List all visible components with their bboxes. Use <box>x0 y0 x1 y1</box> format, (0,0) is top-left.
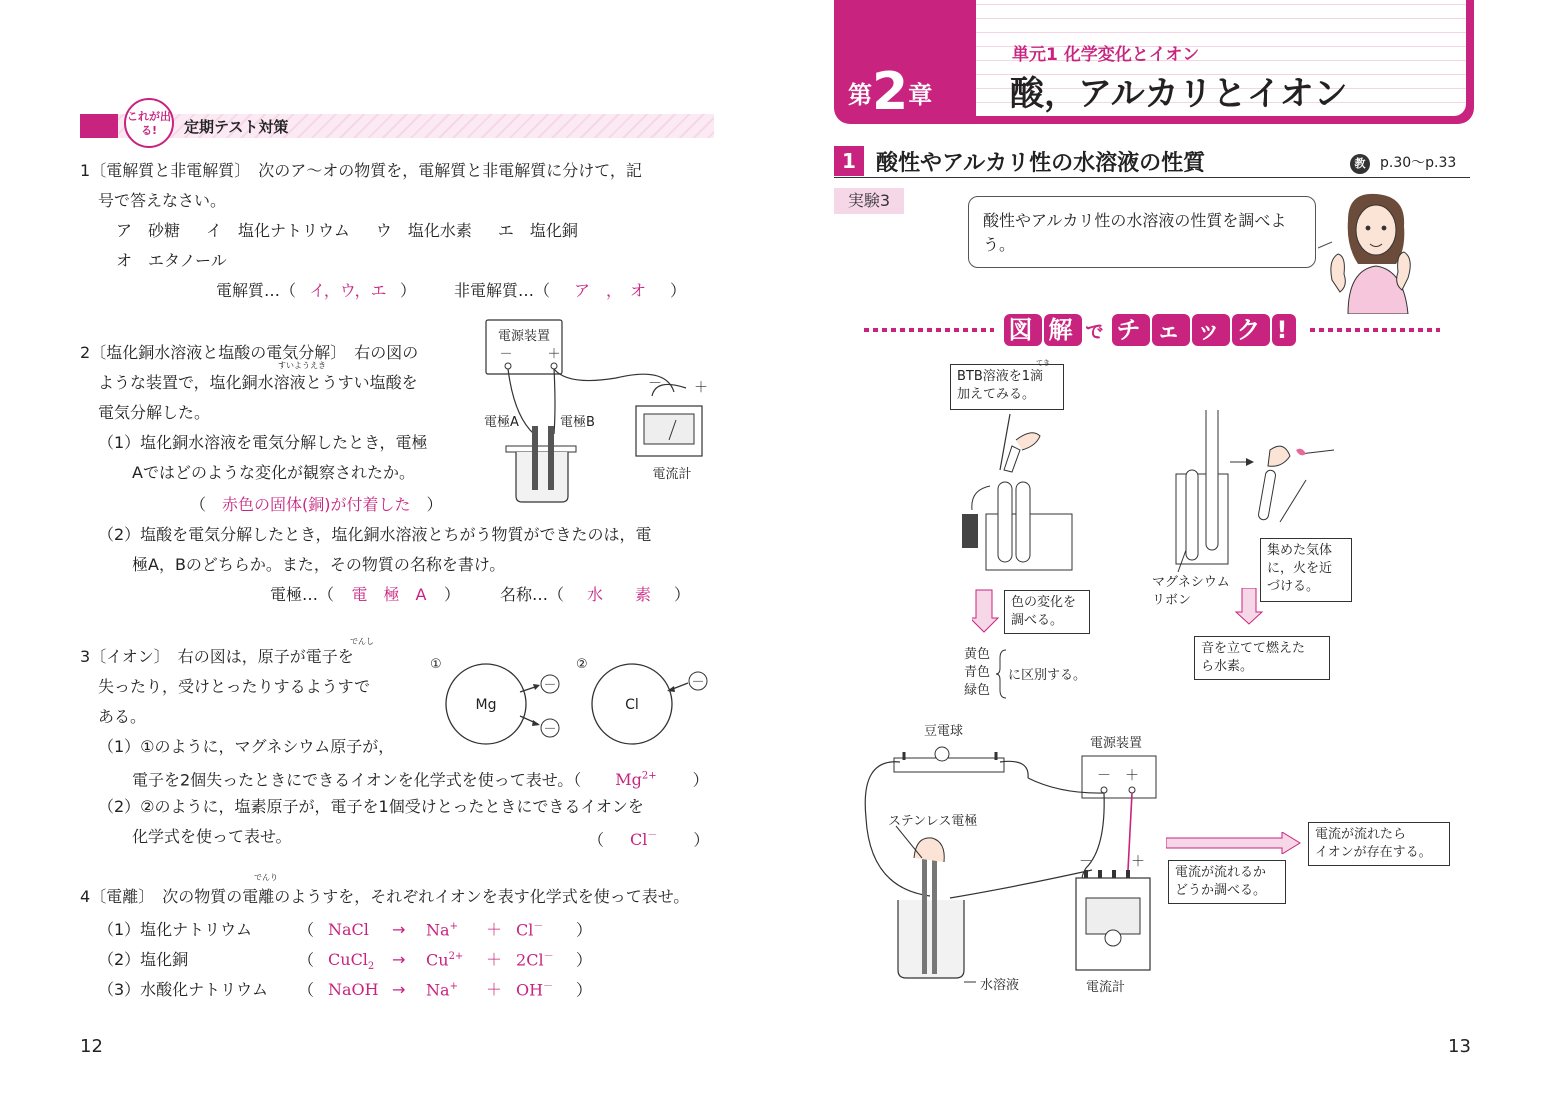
close-paren: ） <box>400 281 417 300</box>
bulb-label: 豆電球 <box>924 724 964 739</box>
teacher-illustration <box>1318 190 1428 314</box>
nonelectrolyte-label: 非電解質…（ <box>454 281 551 300</box>
rack-2 <box>1176 474 1228 564</box>
power-terminal-minus <box>1101 787 1107 793</box>
mg-charge: 2+ <box>641 771 657 782</box>
q3-number: 3 <box>80 647 91 666</box>
hand-electrode <box>914 838 944 862</box>
ion1: Cu <box>426 950 449 970</box>
terminal-minus <box>505 363 511 369</box>
power-plus: ＋ <box>1125 768 1139 784</box>
open-paren: （ <box>190 495 207 514</box>
q2-sub1-answer-line <box>190 490 443 520</box>
ion1-charge: 2+ <box>448 951 464 962</box>
close-paren: ） <box>692 770 709 790</box>
close-paren: ） <box>426 495 443 514</box>
cl-symbol: Cl <box>630 830 648 850</box>
gas-pointer <box>1280 480 1306 522</box>
q1-prompt-2: 号で答えなさい。 <box>98 191 227 210</box>
beaker-2 <box>898 900 964 978</box>
close-paren: ） <box>444 585 461 604</box>
test-section-title: 定期テスト対策 <box>184 118 289 136</box>
btb-note <box>950 364 1064 410</box>
bulb <box>935 747 949 761</box>
arrowhead-out-1 <box>533 684 540 690</box>
lhs-formula: NaOH <box>328 980 379 1000</box>
ammeter-2-knob <box>1105 930 1121 946</box>
textbook-icon: 教 <box>1350 154 1370 174</box>
mg-ribbon-label-2: リボン <box>1152 593 1192 608</box>
solution-label: 水溶液 <box>980 978 1020 993</box>
q3-sub2-1: （2）②のように，塩素原子が，電子を1個受けとったときにできるイオンを <box>98 797 644 816</box>
ion2-charge: － <box>543 981 554 992</box>
conductivity-figure <box>860 738 1160 988</box>
ion-result-1: 電流が流れたら <box>1315 827 1407 842</box>
ion-result-note <box>1308 822 1450 866</box>
q4-ruby: でんり <box>254 873 278 882</box>
q3-prompt-3: ある。 <box>98 707 147 726</box>
ion2: 2Cl <box>516 950 544 970</box>
chapter-suffix: 章 <box>908 81 933 109</box>
arrow: → <box>392 950 406 970</box>
bubble-tail <box>1318 242 1332 248</box>
close-paren: ） <box>576 980 593 1000</box>
q2-sub2-2: 極A，Bのどちらか。また，その物質の名称を書け。 <box>132 555 506 574</box>
q2-sub1-2: Aではどのような変化が観察されたか。 <box>132 463 415 482</box>
banner-char-4: チ <box>1112 314 1150 346</box>
textbook-pages: p.30～p.33 <box>1380 155 1457 171</box>
ammeter-2-terminals <box>1086 870 1128 878</box>
figure-label-2: ② <box>576 657 588 672</box>
q3-sub1-2-text: 電子を2個失ったときにできるイオンを化学式を使って表せ。（ <box>132 770 582 790</box>
ion-result-2: イオンが存在する。 <box>1315 845 1432 860</box>
test-tube-3 <box>1186 470 1198 560</box>
beaker <box>516 452 568 502</box>
q3-prompt-2: 失ったり，受けとったりするようすで <box>98 677 371 696</box>
banner-char-6: ッ <box>1192 314 1230 346</box>
q1-option-o: オ エタノール <box>116 251 227 270</box>
q3-sub1-answer <box>615 770 656 789</box>
banner-label <box>1002 310 1298 350</box>
ion1-charge: + <box>449 981 458 992</box>
chapter-digit: 2 <box>872 62 909 122</box>
q3-sub1-2 <box>132 762 709 795</box>
q4-item-3-ion1 <box>426 972 486 1005</box>
q1-number: 1 <box>80 161 91 180</box>
banner-char-8: ! <box>1272 314 1297 346</box>
ion2-charge: － <box>533 921 544 932</box>
chapter-number <box>848 62 932 122</box>
section-number: 1 <box>834 146 864 176</box>
close-paren: ） <box>670 281 687 300</box>
close-paren: ） <box>693 830 710 850</box>
steel-electrode-2 <box>932 858 937 974</box>
electrode-b-label: 電極B <box>560 415 595 430</box>
hydrogen-note-2: ら水素。 <box>1201 659 1254 674</box>
q4-item-1-label: （1）塩化ナトリウム <box>98 920 253 940</box>
q4-item-3 <box>98 972 592 1005</box>
section-heading <box>834 144 1470 178</box>
close-paren: ） <box>576 920 593 940</box>
electrolysis-figure <box>476 316 716 506</box>
lhs-subscript: 2 <box>367 961 375 973</box>
q2-tag: 〔塩化銅水溶液と塩酸の電気分解〕 <box>90 343 339 362</box>
gas-note-3: づける。 <box>1267 579 1320 594</box>
textbook-reference <box>1350 152 1456 174</box>
q4-item-3-ion2 <box>516 972 576 1005</box>
conclusion-arrow-shape <box>1166 832 1300 854</box>
q3-sub2-answer-line <box>588 822 709 855</box>
ion2-charge: － <box>543 951 554 962</box>
badge-kore-ga-deru: これが出る! <box>124 98 174 148</box>
move-arrowhead <box>1246 458 1254 466</box>
current-check-2: どうか調べる。 <box>1175 883 1267 898</box>
ammeter-minus-label: － <box>648 376 662 392</box>
left-eye <box>1366 226 1371 231</box>
power-terminal-plus <box>1129 787 1135 793</box>
color-green: 緑色 <box>964 683 991 698</box>
open-paren: （ <box>298 950 315 970</box>
q1-option-i: イ 塩化ナトリウム <box>206 221 350 240</box>
name-answer: 水 素 <box>587 585 652 604</box>
bulb-board <box>894 758 1004 772</box>
arrow: → <box>392 920 406 940</box>
q1-tag: 〔電解質と非電解質〕 <box>90 161 243 180</box>
banner-char-7: ク <box>1232 314 1270 346</box>
minus-terminal-label: － <box>499 347 513 362</box>
ion2: OH <box>516 980 544 1000</box>
ammeter-label: 電流計 <box>652 467 692 482</box>
electrode-b <box>548 426 554 490</box>
steel-electrode-1 <box>922 858 927 974</box>
experiment-label: 実験3 <box>834 188 904 214</box>
q2-prompt-2: ような装置で，塩化銅水溶液とうすい塩酸を <box>98 373 418 392</box>
power-supply-2 <box>1082 756 1156 798</box>
q4-item-1-ion1 <box>426 912 486 945</box>
q2-sub1-1: （1）塩化銅水溶液を電気分解したとき，電極 <box>98 433 428 452</box>
electrode-label: 電極…（ <box>270 585 335 604</box>
zukai-de-check-banner <box>864 310 1440 350</box>
q3-sub1-1: （1）①のように，マグネシウム原子が， <box>98 737 395 756</box>
q3-line1 <box>80 642 354 672</box>
ammeter-2-dial <box>1086 898 1140 934</box>
q2-prompt-1: 右の図の <box>354 343 419 362</box>
hand-flame <box>1268 446 1290 466</box>
inverted-tube <box>1258 470 1277 521</box>
electrolyte-label: 電解質…（ <box>216 281 297 300</box>
figure-label-1: ① <box>430 657 442 672</box>
gas-note-2: に，火を近 <box>1267 561 1333 576</box>
q1-prompt: 次のア～オの物質を，電解質と非電解質に分けて，記 <box>258 161 642 180</box>
ion1: Na <box>426 980 450 1000</box>
header-block <box>80 114 118 138</box>
color-brace <box>996 648 1008 700</box>
power-minus: － <box>1097 768 1111 784</box>
q4-item-2-ion2 <box>516 942 576 975</box>
dropper-arrow <box>972 486 990 510</box>
open-paren: （ <box>588 830 605 850</box>
cl-atom-label: Cl <box>625 697 639 713</box>
ion-figure <box>424 650 724 754</box>
chapter-title: 酸，アルカリとイオン <box>1010 74 1348 114</box>
banner-dots-right <box>1310 328 1440 332</box>
q1-line1 <box>80 156 642 186</box>
right-hand <box>1397 252 1411 290</box>
btb-note-1: BTB溶液を1滴 <box>957 369 1044 384</box>
terminal-plus <box>551 363 557 369</box>
hand-dropper <box>1016 433 1040 450</box>
q2-sub2-answer-line <box>270 580 690 610</box>
left-hand <box>1331 254 1345 292</box>
section-title: 酸性やアルカリ性の水溶液の性質 <box>876 151 1206 176</box>
down-arrow-2 <box>1236 588 1262 624</box>
plus-sign: ＋ <box>486 950 503 970</box>
wire-electrode-meter <box>950 870 1092 898</box>
color-change-note <box>1004 590 1090 634</box>
arrowhead-out-2 <box>532 720 540 726</box>
q4-item-2-label: （2）塩化銅 <box>98 950 189 970</box>
q3-sub2-answer <box>630 830 657 849</box>
q4-tag: 〔電離〕 <box>90 887 147 906</box>
q1-options-1 <box>116 216 578 246</box>
q4-item-2-ion1 <box>426 942 486 975</box>
color-change-1: 色の変化を <box>1011 595 1077 610</box>
ion1: Na <box>426 920 450 940</box>
q4-item-1-lhs <box>328 915 392 945</box>
flame <box>1296 449 1306 456</box>
banner-char-2: 解 <box>1044 314 1082 346</box>
lhs-formula: NaCl <box>328 920 369 940</box>
q2-prompt-3: 電気分解した。 <box>98 403 211 422</box>
plus-terminal-label: ＋ <box>547 347 561 362</box>
close-paren: ） <box>576 950 593 970</box>
chapter-header <box>834 0 1474 124</box>
color-change-2: 調べる。 <box>1011 613 1064 628</box>
gas-note-1: 集めた気体 <box>1267 543 1333 558</box>
q1-answer-line <box>216 276 686 306</box>
q1-option-u: ウ 塩化水素 <box>375 221 472 240</box>
wire-c <box>554 369 555 434</box>
q4-item-3-label: （3）水酸化ナトリウム <box>98 980 269 1000</box>
current-check-note <box>1168 860 1286 904</box>
electrode-a <box>532 426 538 490</box>
face <box>1356 205 1396 255</box>
right-eye <box>1382 226 1387 231</box>
holder <box>506 446 576 452</box>
gas-note <box>1260 538 1352 602</box>
q2-ruby: すいようえき <box>278 361 326 370</box>
ammeter-2-plus: ＋ <box>1131 854 1145 870</box>
btb-ruby: てき <box>1036 359 1050 367</box>
nonelectrolyte-answer: ア ， オ <box>574 281 647 300</box>
q3-ruby: でんし <box>350 637 374 646</box>
electrode-answer: 電 極 A <box>351 585 427 604</box>
speech-bubble: 酸性やアルカリ性の水溶液の性質を調べよう。 <box>968 196 1316 268</box>
unit-label: 単元1 化学変化とイオン <box>1012 45 1200 65</box>
q2-line1 <box>80 338 418 368</box>
banner-char-5: ェ <box>1152 314 1190 346</box>
open-paren: （ <box>298 980 315 1000</box>
mg-symbol: Mg <box>615 770 642 790</box>
ion2: Cl <box>516 920 534 940</box>
q3-tag: 〔イオン〕 <box>90 647 162 666</box>
test-section-header <box>80 110 714 138</box>
q4-item-1 <box>98 912 592 945</box>
q1-option-e: エ 塩化銅 <box>497 221 578 240</box>
name-label: 名称…（ <box>500 585 565 604</box>
conclusion-arrow <box>1166 832 1302 854</box>
q3-sub2-2: 化学式を使って表せ。 <box>132 827 292 846</box>
hydrogen-note-1: 音を立てて燃えた <box>1201 641 1306 656</box>
page-number-left: 12 <box>80 1036 103 1057</box>
plus-sign: ＋ <box>486 920 503 940</box>
q4-item-1-ion2 <box>516 912 576 945</box>
distinguish-text: に区別する。 <box>1008 668 1087 683</box>
steel-electrode-label: ステンレス電極 <box>888 814 978 829</box>
color-list <box>964 646 990 700</box>
cl-charge: － <box>647 831 658 842</box>
banner-char-1: 図 <box>1004 314 1042 346</box>
test-tube-2 <box>1016 482 1030 562</box>
electron-1-sign: － <box>543 678 557 693</box>
q4-line1 <box>80 882 689 912</box>
color-yellow: 黄色 <box>964 647 991 662</box>
q3-prompt-1: 右の図は，原子が電子を <box>177 647 354 666</box>
down-arrow-1 <box>972 590 998 632</box>
power-supply-label-2: 電源装置 <box>1090 736 1143 751</box>
electron-2-sign: － <box>543 722 557 737</box>
electrode-a-label: 電極A <box>484 415 519 430</box>
power-supply-label: 電源装置 <box>497 329 551 344</box>
banner-dots-left <box>864 328 994 332</box>
btb-note-2: 加えてみる。 <box>957 387 1036 402</box>
q1-option-a: ア 砂糖 <box>116 221 181 240</box>
open-paren: （ <box>298 920 315 940</box>
dropper <box>1004 446 1020 472</box>
arrow: → <box>392 980 406 1000</box>
brace-path <box>996 650 1006 698</box>
color-blue: 青色 <box>964 665 991 680</box>
lhs-formula: CuCl <box>328 950 368 970</box>
collecting-tube <box>1206 410 1218 550</box>
ammeter-plus-label: ＋ <box>694 380 708 396</box>
mg-pointer <box>1178 550 1186 572</box>
electron-3-sign: － <box>691 675 705 690</box>
banner-char-3: で <box>1085 322 1108 343</box>
q4-prompt: 次の物質の電離のようすを，それぞれイオンを表す化学式を使って表せ。 <box>162 887 690 906</box>
close-paren: ） <box>674 585 691 604</box>
steel-pointer <box>896 826 922 858</box>
q4-number: 4 <box>80 887 91 906</box>
page-number-right: 13 <box>1448 1036 1471 1057</box>
plus-sign: ＋ <box>486 980 503 1000</box>
ammeter-label-2: 電流計 <box>1086 980 1126 995</box>
chapter-prefix: 第 <box>848 81 872 109</box>
electrolyte-answer: イ，ウ，エ <box>309 281 387 300</box>
ion1-charge: + <box>449 921 458 932</box>
hydrogen-note <box>1194 636 1330 680</box>
q2-number: 2 <box>80 343 91 362</box>
q2-sub1-answer: 赤色の固体(銅)が付着した <box>222 495 411 514</box>
mg-ribbon-label-1: マグネシウム <box>1152 575 1230 590</box>
btb-bottle <box>962 514 978 548</box>
test-tube-1 <box>998 482 1012 562</box>
ammeter-2-minus: － <box>1079 854 1093 870</box>
current-check-1: 電流が流れるか <box>1175 865 1267 880</box>
q2-sub2-1: （2）塩酸を電気分解したとき，塩化銅水溶液とちがう物質ができたのは，電 <box>98 525 652 544</box>
mg-atom-label: Mg <box>475 697 497 713</box>
q4-item-3-lhs <box>328 975 392 1005</box>
